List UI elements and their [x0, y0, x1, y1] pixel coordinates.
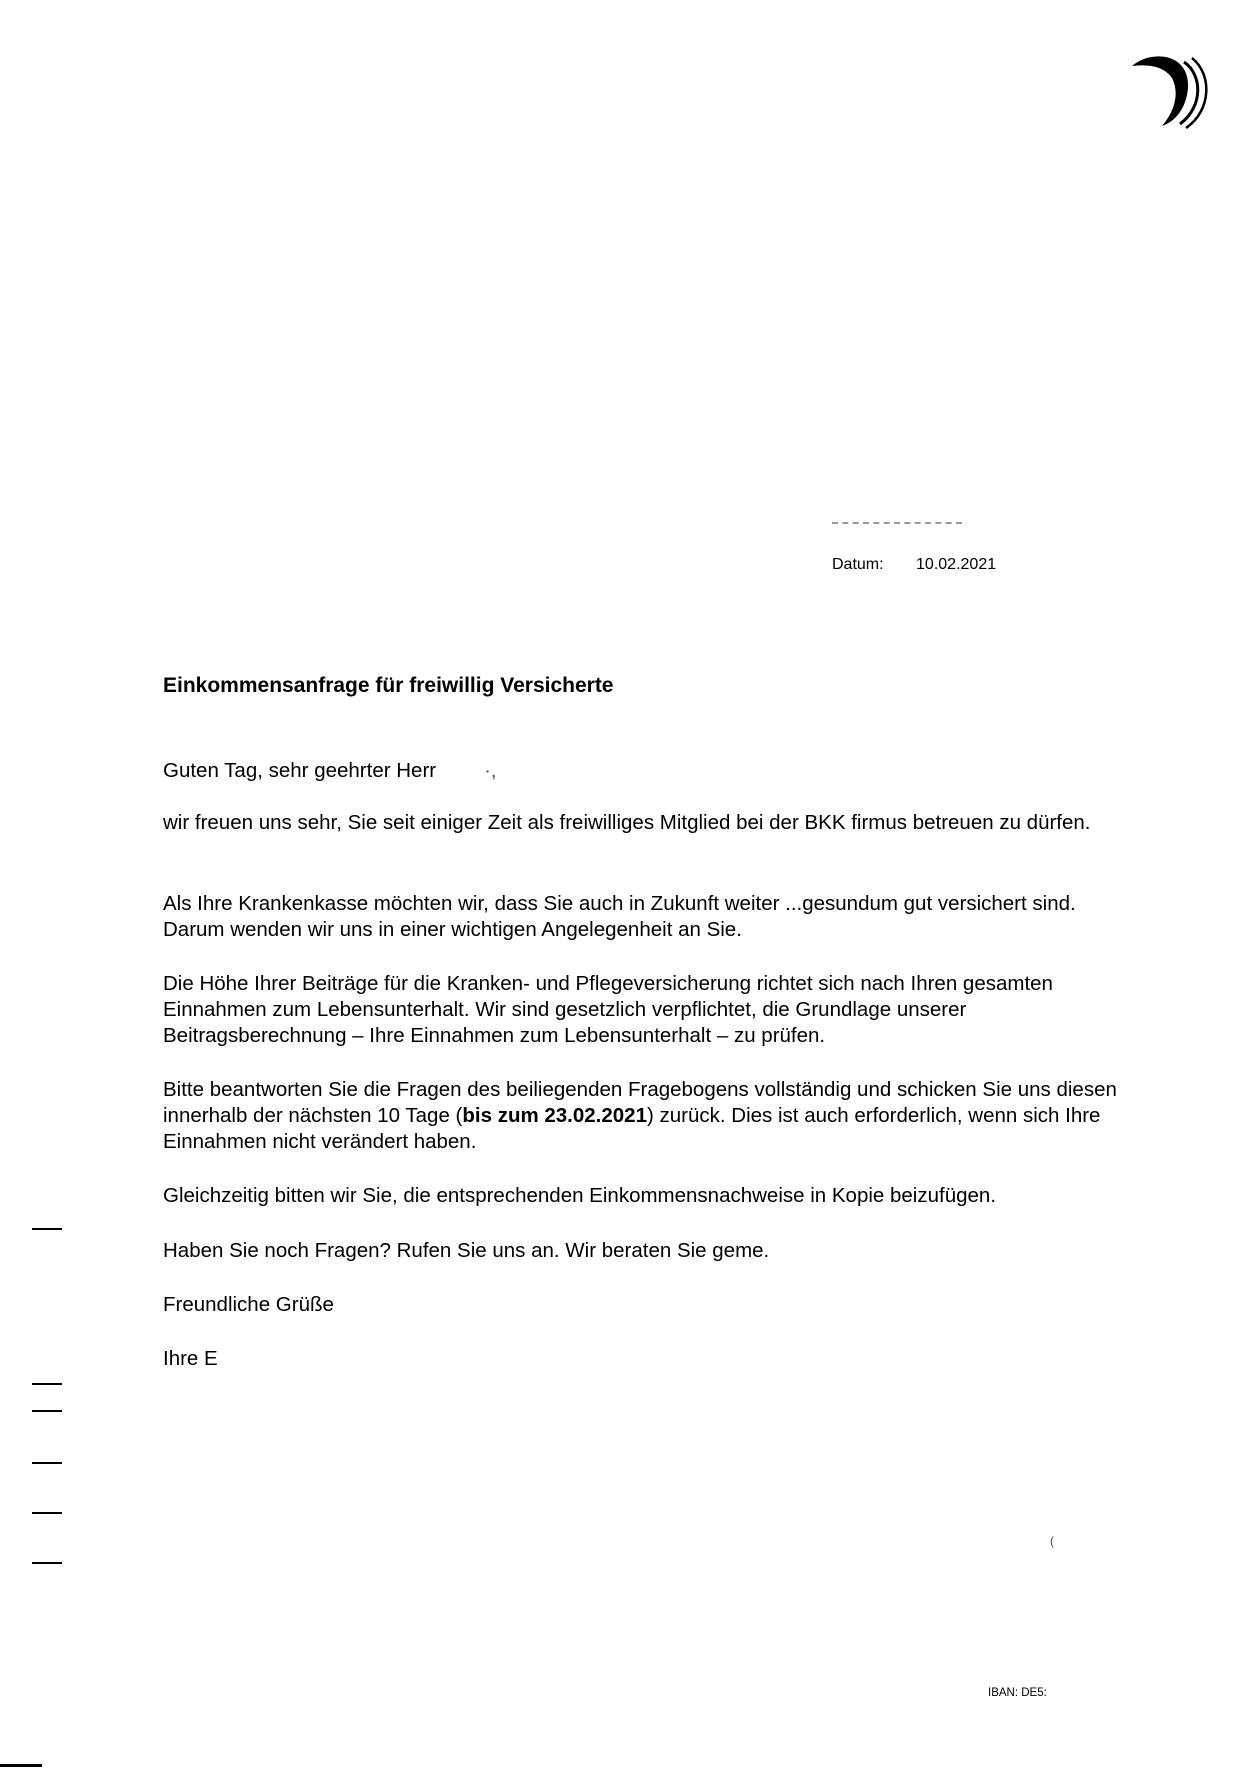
fold-mark: [32, 1228, 62, 1230]
footer-fragment: (: [1050, 1534, 1054, 1548]
date-block: [832, 556, 996, 574]
date-value: 10.02.2021: [916, 556, 997, 573]
fold-mark: [32, 1512, 62, 1514]
salutation-text: Guten Tag, sehr geehrter Herr: [163, 759, 437, 782]
paragraph-2: Als Ihre Krankenkasse möchten wir, dass Sie auch in Zukunft weiter ...gesundum gut versichert sind. Darum wenden wir uns in einer wichtigen Angelegenheit an Sie.: [163, 892, 1076, 941]
bottom-mark: [0, 1764, 42, 1767]
closing: Freundliche Grüße: [163, 1293, 334, 1316]
fold-mark: [32, 1383, 62, 1385]
date-label: Datum:: [832, 556, 884, 573]
salutation: [163, 758, 1123, 784]
deadline-text: bis zum 23.02.2021: [462, 1104, 647, 1127]
salutation-end: ·,: [484, 759, 497, 782]
paragraph-1: wir freuen uns sehr, Sie seit einiger Zeit als freiwilliges Mitglied bei der BKK firmus betreuen zu dürfen.: [163, 811, 1091, 834]
paragraph-4-start: Bitte beantworten Sie die Fragen des beiliegenden Fragebogens vollständig und schicken Sie uns diesen innerhalb der nächsten 10 Tage (: [163, 1078, 1117, 1127]
paragraph-3: Die Höhe Ihrer Beiträge für die Kranken- und Pflegeversicherung richtet sich nach Ihren gesamten Einnahmen zum Lebensunterhalt. Wir sind gesetzlich verpflichtet, die Grundlage unserer Beitragsberechnung – Ihre Einnahmen zum Lebensunterhalt – zu prüfen.: [163, 972, 1053, 1047]
letter-subject: Einkommensanfrage für freiwillig Versicherte: [163, 674, 614, 697]
fold-mark: [32, 1562, 62, 1564]
signature: Ihre E: [163, 1347, 218, 1370]
reference-number-redacted: [832, 522, 962, 528]
footer-iban: IBAN: DE5:: [988, 1687, 1047, 1699]
fold-mark: [32, 1410, 62, 1412]
paragraph-6: Haben Sie noch Fragen? Rufen Sie uns an. Wir beraten Sie geme.: [163, 1239, 770, 1262]
paragraph-4-end: ) zurück. Dies ist auch erforderlich, wenn sich Ihre Einnahmen nicht verändert haben.: [163, 1104, 1101, 1153]
swoosh-logo-icon: [1130, 50, 1210, 130]
paragraph-5: Gleichzeitig bitten wir Sie, die entsprechenden Einkommensnachweise in Kopie beizufügen.: [163, 1184, 997, 1207]
fold-mark: [32, 1462, 62, 1464]
paragraph-4: [163, 1077, 1123, 1155]
